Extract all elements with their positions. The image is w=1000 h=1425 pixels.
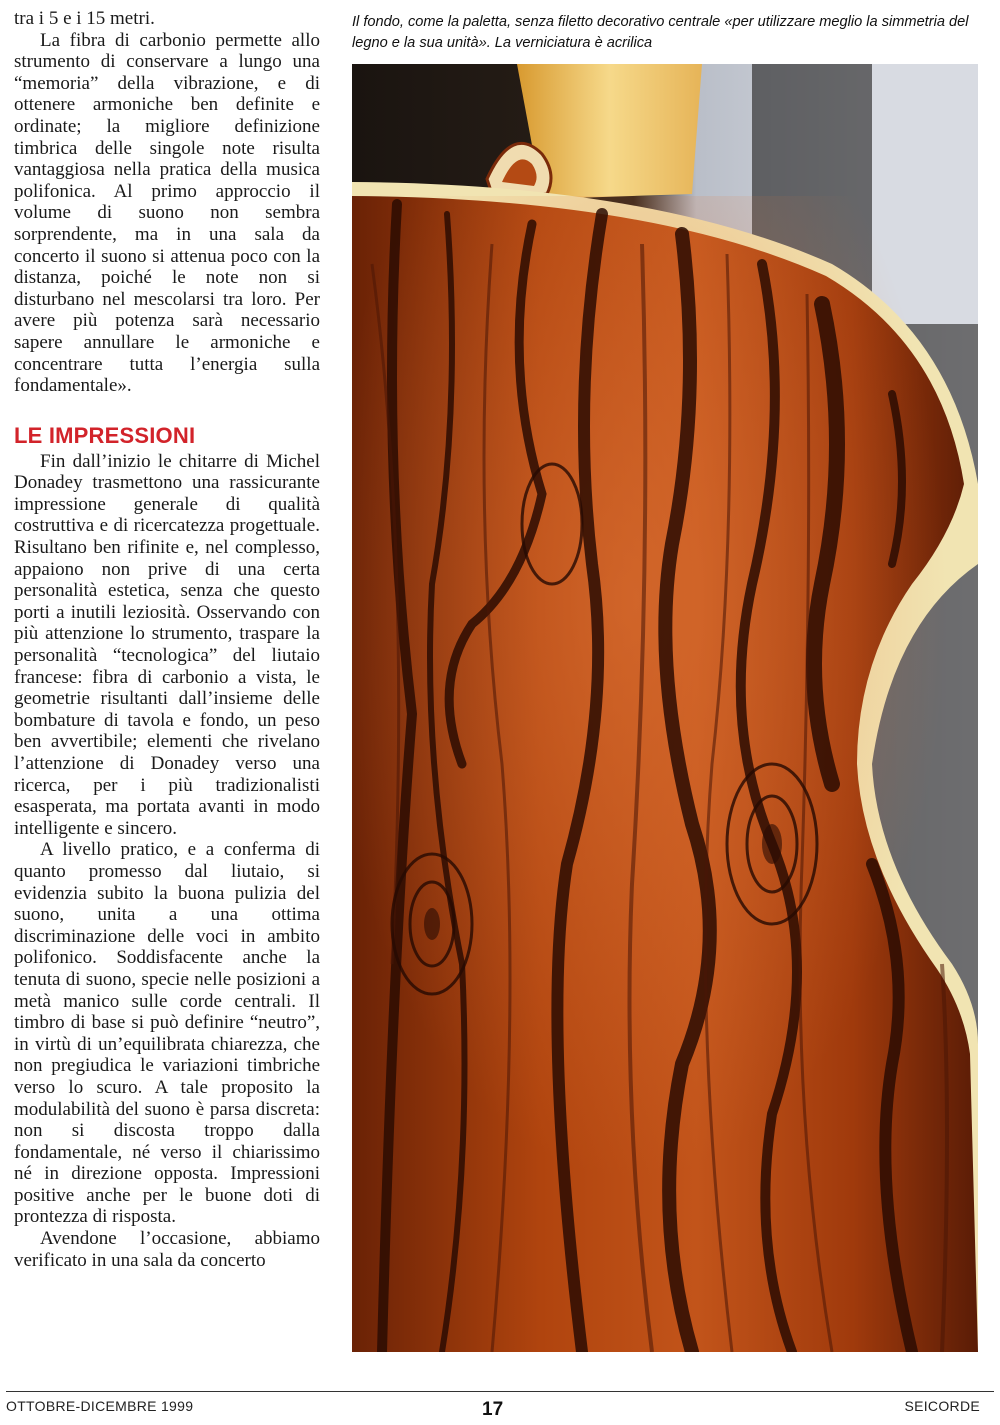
article-paragraph: A livello pratico, e a conferma di quanto promesso dal liutaio, si evidenzia subito la buona pulizia del suono, unita a una ottima discriminazione delle voci in ambito polifonico. Soddisfacente anche la tenuta di suono, specie nelle posizioni a metà manico sulle corde centrali. Il timbro di base si può definire “neutro”, in virtù di un’equilibrata chiarezza, che non pregiudica le variazioni timbriche verso lo scuro. A tale proposito la modulabilità del suono è parsa discreta: non si discosta troppo dalla fondamentale, né verso il chiarissimo né in direzione opposta. Impressioni positive anche per le buone doti di prontezza di risposta. — [14, 839, 320, 1228]
footer-rule — [6, 1391, 994, 1392]
article-paragraph: Fin dall’inizio le chitarre di Michel Donadey trasmettono una rassicurante impressione generale di qualità costruttiva e di ricercatezza progettuale. Risultano ben rifinite e, nel complesso, appaiono non prive di una certa personalità estetica, senza che questo porti a inutili leziosità. Osservando con più attenzione lo strumento, traspare la personalità “tecnologica” del liutaio francese: fibra di carbonio a vista, le geometrie risultanti dall’insieme delle bombature di tavola e fondo, un peso ben avvertibile; elementi che rivelano l’attenzione di Donadey verso una ricerca, per i più tradizionalisti esasperata, ma portata avanti in modo intelligente e sincero. — [14, 450, 320, 839]
guitar-back-illustration — [352, 64, 978, 1352]
article-paragraph: tra i 5 e i 15 metri. — [14, 8, 155, 29]
article-paragraph: Avendone l’occasione, abbiamo verificato in una sala da concerto — [14, 1228, 320, 1271]
guitar-back-photo — [352, 64, 978, 1352]
magazine-name: SEICORDE — [904, 1398, 980, 1414]
article-text-column — [14, 8, 320, 1271]
page-number: 17 — [482, 1399, 504, 1420]
footer-date: OTTOBRE-DICEMBRE 1999 — [6, 1398, 194, 1414]
article-paragraph: La fibra di carbonio permette allo strumento di conservare a lungo una “memoria” della vibrazione, e di ottenere armoniche ben definite e ordinate; la migliore definizione timbrica delle singole note risulta vantaggiosa nella pratica della musica polifonica. Al primo approccio il volume di suono non sembra sorprendente, ma in una sala da concerto il suono si attenua poco con la distanza, poiché le note non si disturbano nel mescolarsi tra loro. Per avere più potenza sarà necessario sapere annullare le armoniche e concentrare tutta l’energia sulla fondamentale». — [14, 29, 320, 397]
photo-caption: Il fondo, come la paletta, senza filetto decorativo centrale «per utilizzare meglio la simmetria del legno e la sua unità». La verniciatura è acrilica — [352, 14, 969, 51]
section-heading: LE IMPRESSIONI — [14, 422, 196, 448]
